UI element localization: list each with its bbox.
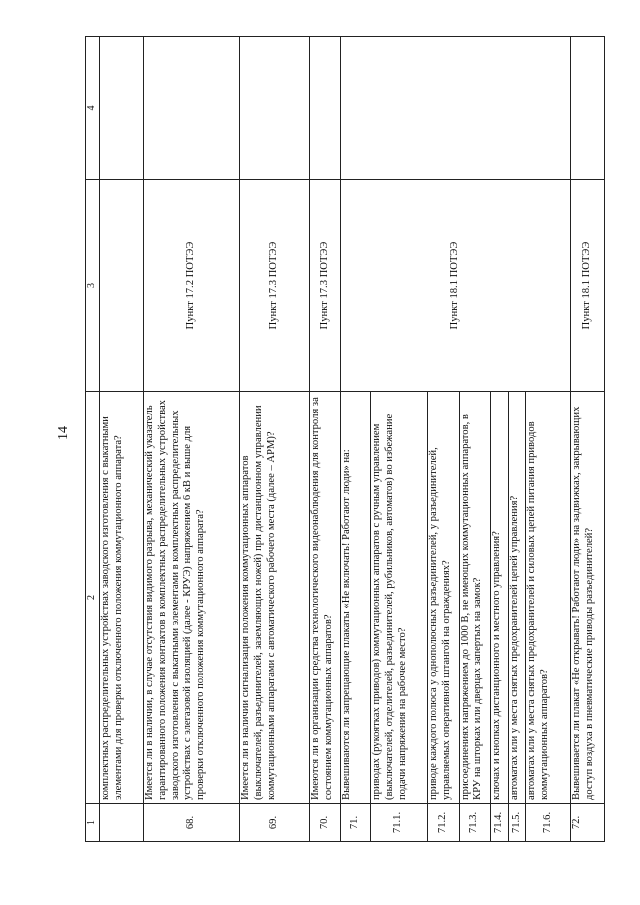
checklist-table [85, 36, 605, 842]
row-number: 71. [341, 804, 370, 842]
row-number: 71.6. [526, 804, 571, 842]
table-row [571, 37, 605, 842]
row-number: 70. [310, 804, 341, 842]
table-row [341, 37, 370, 842]
row-question: автоматах или у места снятых предохранителей и силовых цепей питания приводов коммутационных аппаратов? [526, 392, 571, 804]
row-number: 71.3. [459, 804, 490, 842]
row-number [99, 804, 143, 842]
row-number: 69. [239, 804, 309, 842]
header-cell-4: 4 [86, 37, 100, 180]
row-note [99, 37, 143, 180]
row-reference: Пункт 17.3 ПОТЭЭ [239, 180, 309, 392]
row-number: 71.5. [508, 804, 526, 842]
rotated-table-container [85, 37, 605, 842]
row-reference: Пункт 18.1 ПОТЭЭ [571, 180, 605, 392]
row-note [341, 37, 571, 180]
header-cell-2: 2 [86, 392, 100, 804]
row-question: приводе каждого полюса у однополюсных разъединителей, у разъединителей, управляемых оперативной штангой на ограждениях? [428, 392, 459, 804]
row-question: автоматах или у места снятых предохранителей цепей управления? [508, 392, 526, 804]
page-number: 14 [56, 426, 71, 440]
header-cell-1: 1 [86, 804, 100, 842]
row-question: Имеется ли в наличии сигнализация положения коммутационных аппаратов (выключателей, разъединителей, заземляющих ножей) при дистанционном управлении коммутационными аппаратами с автоматического рабочего места (далее – АРМ)? [239, 392, 309, 804]
table-row [143, 37, 239, 842]
row-question: Вывешивается ли плакат «Не открывать! Работают люди» на задвижках, закрывающих доступ воздуха в пневматические приводы разъединителей? [571, 392, 605, 804]
row-reference [99, 180, 143, 392]
row-number: 71.1. [370, 804, 428, 842]
row-number: 71.2. [428, 804, 459, 842]
row-note [239, 37, 309, 180]
row-reference: Пункт 18.1 ПОТЭЭ [341, 180, 571, 392]
table-row [310, 37, 341, 842]
table-header-row [86, 37, 100, 842]
row-question: Имеется ли в наличии, в случае отсутствия видимого разрыва, механический указатель гарантированного положения контактов в комплектных распределительных устройствах заводского изготовления с выкатными элементами в комплектных распределительных устройствах с элегазовой изоляцией (далее - КРУЭ) напряжением 6 кВ и выше для проверки отключенного положения коммутационного аппарата? [143, 392, 239, 804]
row-number: 72. [571, 804, 605, 842]
row-question: ключах и кнопках дистанционного и местного управления? [490, 392, 508, 804]
row-question: присоединениях напряжением до 1000 В, не имеющих коммутационных аппаратов, в КРУ на шторках или дверцах запертых на замок? [459, 392, 490, 804]
row-question: Имеются ли в организации средства технологического видеонаблюдения для контроля за состоянием коммутационных аппаратов? [310, 392, 341, 804]
row-note [571, 37, 605, 180]
row-number: 68. [143, 804, 239, 842]
row-number: 71.4. [490, 804, 508, 842]
row-note [143, 37, 239, 180]
row-question: Вывешиваются ли запрещающие плакаты «Не включать! Работают люди» на: [341, 392, 370, 804]
row-note [310, 37, 341, 180]
header-cell-3: 3 [86, 180, 100, 392]
row-reference: Пункт 17.2 ПОТЭЭ [143, 180, 239, 392]
table-row [99, 37, 143, 842]
table-row [239, 37, 309, 842]
row-question: приводах (рукоятках приводов) коммутационных аппаратов с ручным управлением (выключателей, отделителей, разъединителей, рубильников, автоматов) во избежание подачи напряжения на рабочее место? [370, 392, 428, 804]
row-reference: Пункт 17.3 ПОТЭЭ [310, 180, 341, 392]
row-question: комплектных распределительных устройствах заводского изготовления с выкатными элементами для проверки отключенного положения коммутационного аппарата? [99, 392, 143, 804]
